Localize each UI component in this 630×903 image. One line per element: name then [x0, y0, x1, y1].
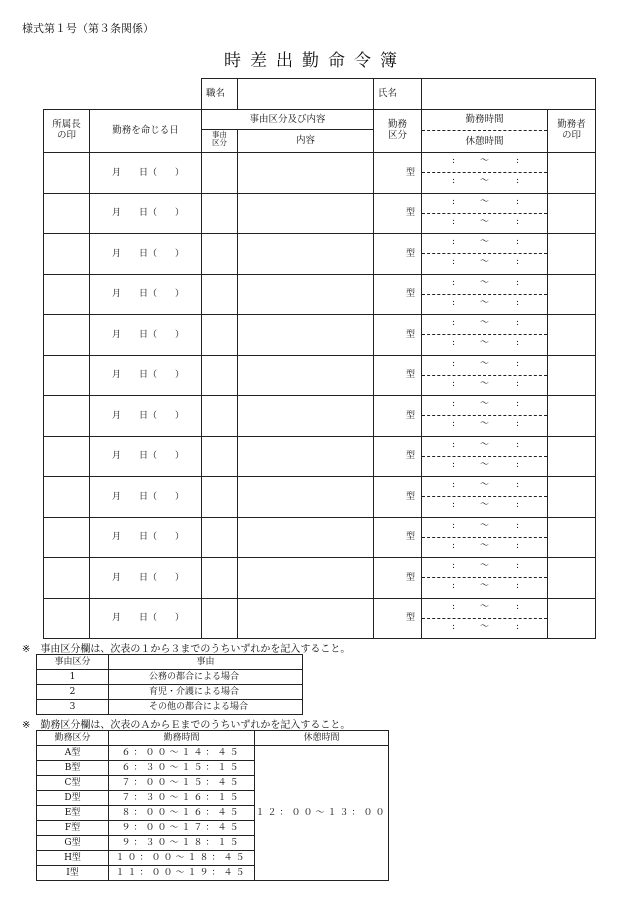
work-class-type: C型 [37, 776, 109, 791]
worker-stamp-cell[interactable] [548, 558, 596, 599]
reason-code-cell[interactable] [202, 355, 238, 396]
entry-row [44, 193, 596, 234]
break-time-line[interactable]: : 〜 : [422, 618, 547, 638]
worker-stamp-cell[interactable] [548, 234, 596, 275]
entry-row [44, 315, 596, 356]
order-date-cell[interactable]: 月 日（ ） [90, 234, 202, 275]
work-class-cell[interactable]: 型 [374, 517, 422, 558]
order-date-cell[interactable]: 月 日（ ） [90, 436, 202, 477]
work-time-line[interactable]: : 〜 : [452, 277, 520, 288]
worker-stamp-cell[interactable] [548, 477, 596, 518]
reason-content-cell[interactable] [238, 274, 374, 315]
form-number: 様式第１号（第３条関係） [22, 22, 154, 35]
supervisor-stamp-cell[interactable] [44, 558, 90, 599]
entry-row [44, 436, 596, 477]
supervisor-stamp-cell[interactable] [44, 396, 90, 437]
work-class-header: 勤務 区分 [374, 110, 422, 153]
work-time-line[interactable]: : 〜 : [452, 318, 520, 329]
reason-code-cell[interactable] [202, 396, 238, 437]
reason-row [37, 700, 303, 715]
work-class-row [37, 746, 389, 761]
reason-code-cell[interactable] [202, 436, 238, 477]
supervisor-stamp-cell[interactable] [44, 193, 90, 234]
work-time-line[interactable]: : 〜 : [452, 561, 520, 572]
break-time-line[interactable]: : 〜 : [422, 172, 547, 192]
order-date-cell[interactable]: 月 日（ ） [90, 274, 202, 315]
time-cell[interactable] [422, 477, 548, 518]
reason-code: 2 [37, 685, 109, 700]
work-time-line[interactable]: : 〜 : [452, 520, 520, 531]
reason-row [37, 670, 303, 685]
break-time-line[interactable]: : 〜 : [422, 456, 547, 476]
work-time-line[interactable]: : 〜 : [452, 196, 520, 207]
worker-stamp-cell[interactable] [548, 396, 596, 437]
note-reason: ※ 事由区分欄は、次表の１から３までのうちいずれかを記入すること。 [22, 644, 351, 655]
entry-row [44, 517, 596, 558]
order-date-cell[interactable]: 月 日（ ） [90, 153, 202, 194]
time-cell[interactable] [422, 517, 548, 558]
reason-code: 3 [37, 700, 109, 715]
order-date-cell[interactable]: 月 日（ ） [90, 517, 202, 558]
reason-code-cell[interactable] [202, 153, 238, 194]
time-cell[interactable] [422, 315, 548, 356]
worker-stamp-cell[interactable] [548, 153, 596, 194]
time-cell[interactable] [422, 234, 548, 275]
time-cell[interactable] [422, 598, 548, 639]
job-title-label: 職名 [202, 79, 238, 110]
reason-code: 1 [37, 670, 109, 685]
work-class-type: H型 [37, 851, 109, 866]
work-class-cell[interactable]: 型 [374, 315, 422, 356]
time-cell[interactable] [422, 274, 548, 315]
work-class-hours: ７：００〜１５：４５ [109, 776, 255, 791]
work-class-cell[interactable]: 型 [374, 153, 422, 194]
entry-row [44, 153, 596, 194]
break-time-line[interactable]: : 〜 : [422, 577, 547, 597]
reason-row [37, 685, 303, 700]
column-header: 休憩時間 [255, 731, 389, 746]
reason-code-cell[interactable] [202, 193, 238, 234]
entry-row [44, 234, 596, 275]
reason-code-cell[interactable] [202, 234, 238, 275]
reason-content-cell[interactable] [238, 193, 374, 234]
reason-content-cell[interactable] [238, 315, 374, 356]
order-date-cell[interactable]: 月 日（ ） [90, 193, 202, 234]
time-cell[interactable] [422, 558, 548, 599]
break-time-line[interactable]: : 〜 : [422, 334, 547, 354]
worker-stamp-cell[interactable] [548, 315, 596, 356]
reason-header: 事由区分及び内容 事由 区分 内容 [202, 110, 374, 153]
column-header: 事由区分 [37, 655, 109, 670]
time-cell[interactable] [422, 153, 548, 194]
time-cell[interactable] [422, 436, 548, 477]
reason-content-cell[interactable] [238, 396, 374, 437]
work-time-line[interactable]: : 〜 : [452, 439, 520, 450]
time-cell[interactable] [422, 396, 548, 437]
work-class-table [36, 730, 389, 881]
reason-code-cell[interactable] [202, 517, 238, 558]
reason-content-cell[interactable] [238, 558, 374, 599]
supervisor-stamp-cell[interactable] [44, 153, 90, 194]
column-header: 勤務時間 [109, 731, 255, 746]
work-class-hours: ９：３０〜１８：１５ [109, 836, 255, 851]
work-time-line[interactable]: : 〜 : [452, 156, 520, 167]
work-table-header [37, 731, 389, 746]
work-class-type: I型 [37, 866, 109, 881]
work-class-hours: ６：３０〜１５：１５ [109, 761, 255, 776]
work-class-cell[interactable]: 型 [374, 274, 422, 315]
supervisor-stamp-header: 所属長 の印 [44, 110, 90, 153]
entry-row [44, 477, 596, 518]
work-class-cell[interactable]: 型 [374, 436, 422, 477]
worker-stamp-cell[interactable] [548, 193, 596, 234]
work-class-hours: ７：３０〜１６：１５ [109, 791, 255, 806]
reason-content-cell[interactable] [238, 234, 374, 275]
column-header: 事由 [109, 655, 303, 670]
work-class-type: G型 [37, 836, 109, 851]
reason-code-cell[interactable] [202, 558, 238, 599]
reason-code-cell[interactable] [202, 598, 238, 639]
work-class-hours: １０：００〜１８：４５ [109, 851, 255, 866]
work-time-line[interactable]: : 〜 : [452, 399, 520, 410]
order-date-cell[interactable]: 月 日（ ） [90, 396, 202, 437]
work-time-line[interactable]: : 〜 : [452, 237, 520, 248]
supervisor-stamp-cell[interactable] [44, 315, 90, 356]
break-time-line[interactable]: : 〜 : [422, 213, 547, 233]
work-class-hours: ６：００〜１４：４５ [109, 746, 255, 761]
page-title: 時差出勤命令簿 [224, 51, 406, 71]
work-class-cell[interactable]: 型 [374, 558, 422, 599]
order-date-cell[interactable]: 月 日（ ） [90, 598, 202, 639]
reason-content-cell[interactable] [238, 355, 374, 396]
work-time-line[interactable]: : 〜 : [452, 358, 520, 369]
work-class-hours: ９：００〜１７：４５ [109, 821, 255, 836]
reason-content-cell[interactable] [238, 517, 374, 558]
order-register-table [43, 78, 596, 639]
work-class-cell[interactable]: 型 [374, 234, 422, 275]
reason-code-cell[interactable] [202, 315, 238, 356]
worker-stamp-cell[interactable] [548, 436, 596, 477]
entry-row [44, 355, 596, 396]
break-time-line[interactable]: : 〜 : [422, 496, 547, 516]
job-title-field[interactable] [238, 79, 374, 110]
order-date-cell[interactable]: 月 日（ ） [90, 558, 202, 599]
reason-content-cell[interactable] [238, 477, 374, 518]
column-header: 勤務区分 [37, 731, 109, 746]
reason-code-cell[interactable] [202, 477, 238, 518]
work-class-cell[interactable]: 型 [374, 396, 422, 437]
worker-stamp-cell[interactable] [548, 517, 596, 558]
work-class-cell[interactable]: 型 [374, 193, 422, 234]
worker-stamp-header: 勤務者 の印 [548, 110, 596, 153]
entry-row [44, 274, 596, 315]
reason-content-cell[interactable] [238, 153, 374, 194]
entry-row [44, 558, 596, 599]
work-class-cell[interactable]: 型 [374, 598, 422, 639]
name-label: 氏名 [374, 79, 422, 110]
work-class-type: F型 [37, 821, 109, 836]
work-class-type: A型 [37, 746, 109, 761]
order-date-cell[interactable]: 月 日（ ） [90, 477, 202, 518]
supervisor-stamp-cell[interactable] [44, 517, 90, 558]
note-work-class: ※ 勤務区分欄は、次表のＡからＥまでのうちいずれかを記入すること。 [22, 720, 351, 731]
break-time-line[interactable]: : 〜 : [422, 253, 547, 273]
work-class-cell[interactable]: 型 [374, 355, 422, 396]
supervisor-stamp-cell[interactable] [44, 477, 90, 518]
name-field[interactable] [422, 79, 596, 110]
supervisor-stamp-cell[interactable] [44, 355, 90, 396]
work-class-type: D型 [37, 791, 109, 806]
order-date-cell[interactable]: 月 日（ ） [90, 355, 202, 396]
reason-content-cell[interactable] [238, 436, 374, 477]
entry-row [44, 396, 596, 437]
worker-stamp-cell[interactable] [548, 355, 596, 396]
work-time-line[interactable]: : 〜 : [452, 480, 520, 491]
reason-code-cell[interactable] [202, 274, 238, 315]
order-date-cell[interactable]: 月 日（ ） [90, 315, 202, 356]
reason-content-cell[interactable] [238, 598, 374, 639]
reason-code-table [36, 654, 303, 715]
supervisor-stamp-cell[interactable] [44, 598, 90, 639]
time-cell[interactable] [422, 355, 548, 396]
work-class-type: E型 [37, 806, 109, 821]
work-class-type: B型 [37, 761, 109, 776]
time-cell[interactable] [422, 193, 548, 234]
supervisor-stamp-cell[interactable] [44, 274, 90, 315]
break-time-line[interactable]: : 〜 : [422, 537, 547, 557]
break-time-value: １２：００〜１３：００ [255, 746, 389, 881]
reason-text: 育児・介護による場合 [109, 685, 303, 700]
break-time-line[interactable]: : 〜 : [422, 294, 547, 314]
entry-row [44, 598, 596, 639]
break-time-line[interactable]: : 〜 : [422, 415, 547, 435]
worker-stamp-cell[interactable] [548, 598, 596, 639]
work-time-line[interactable]: : 〜 : [452, 601, 520, 612]
work-time-header: 勤務時間 休憩時間 [422, 110, 548, 153]
reason-text: その他の都合による場合 [109, 700, 303, 715]
reason-table-header [37, 655, 303, 670]
supervisor-stamp-cell[interactable] [44, 436, 90, 477]
supervisor-stamp-cell[interactable] [44, 234, 90, 275]
order-date-header: 勤務を命じる日 [90, 110, 202, 153]
break-time-line[interactable]: : 〜 : [422, 375, 547, 395]
work-class-hours: １１：００〜１９：４５ [109, 866, 255, 881]
worker-stamp-cell[interactable] [548, 274, 596, 315]
reason-text: 公務の都合による場合 [109, 670, 303, 685]
work-class-cell[interactable]: 型 [374, 477, 422, 518]
work-class-hours: ８：００〜１６：４５ [109, 806, 255, 821]
